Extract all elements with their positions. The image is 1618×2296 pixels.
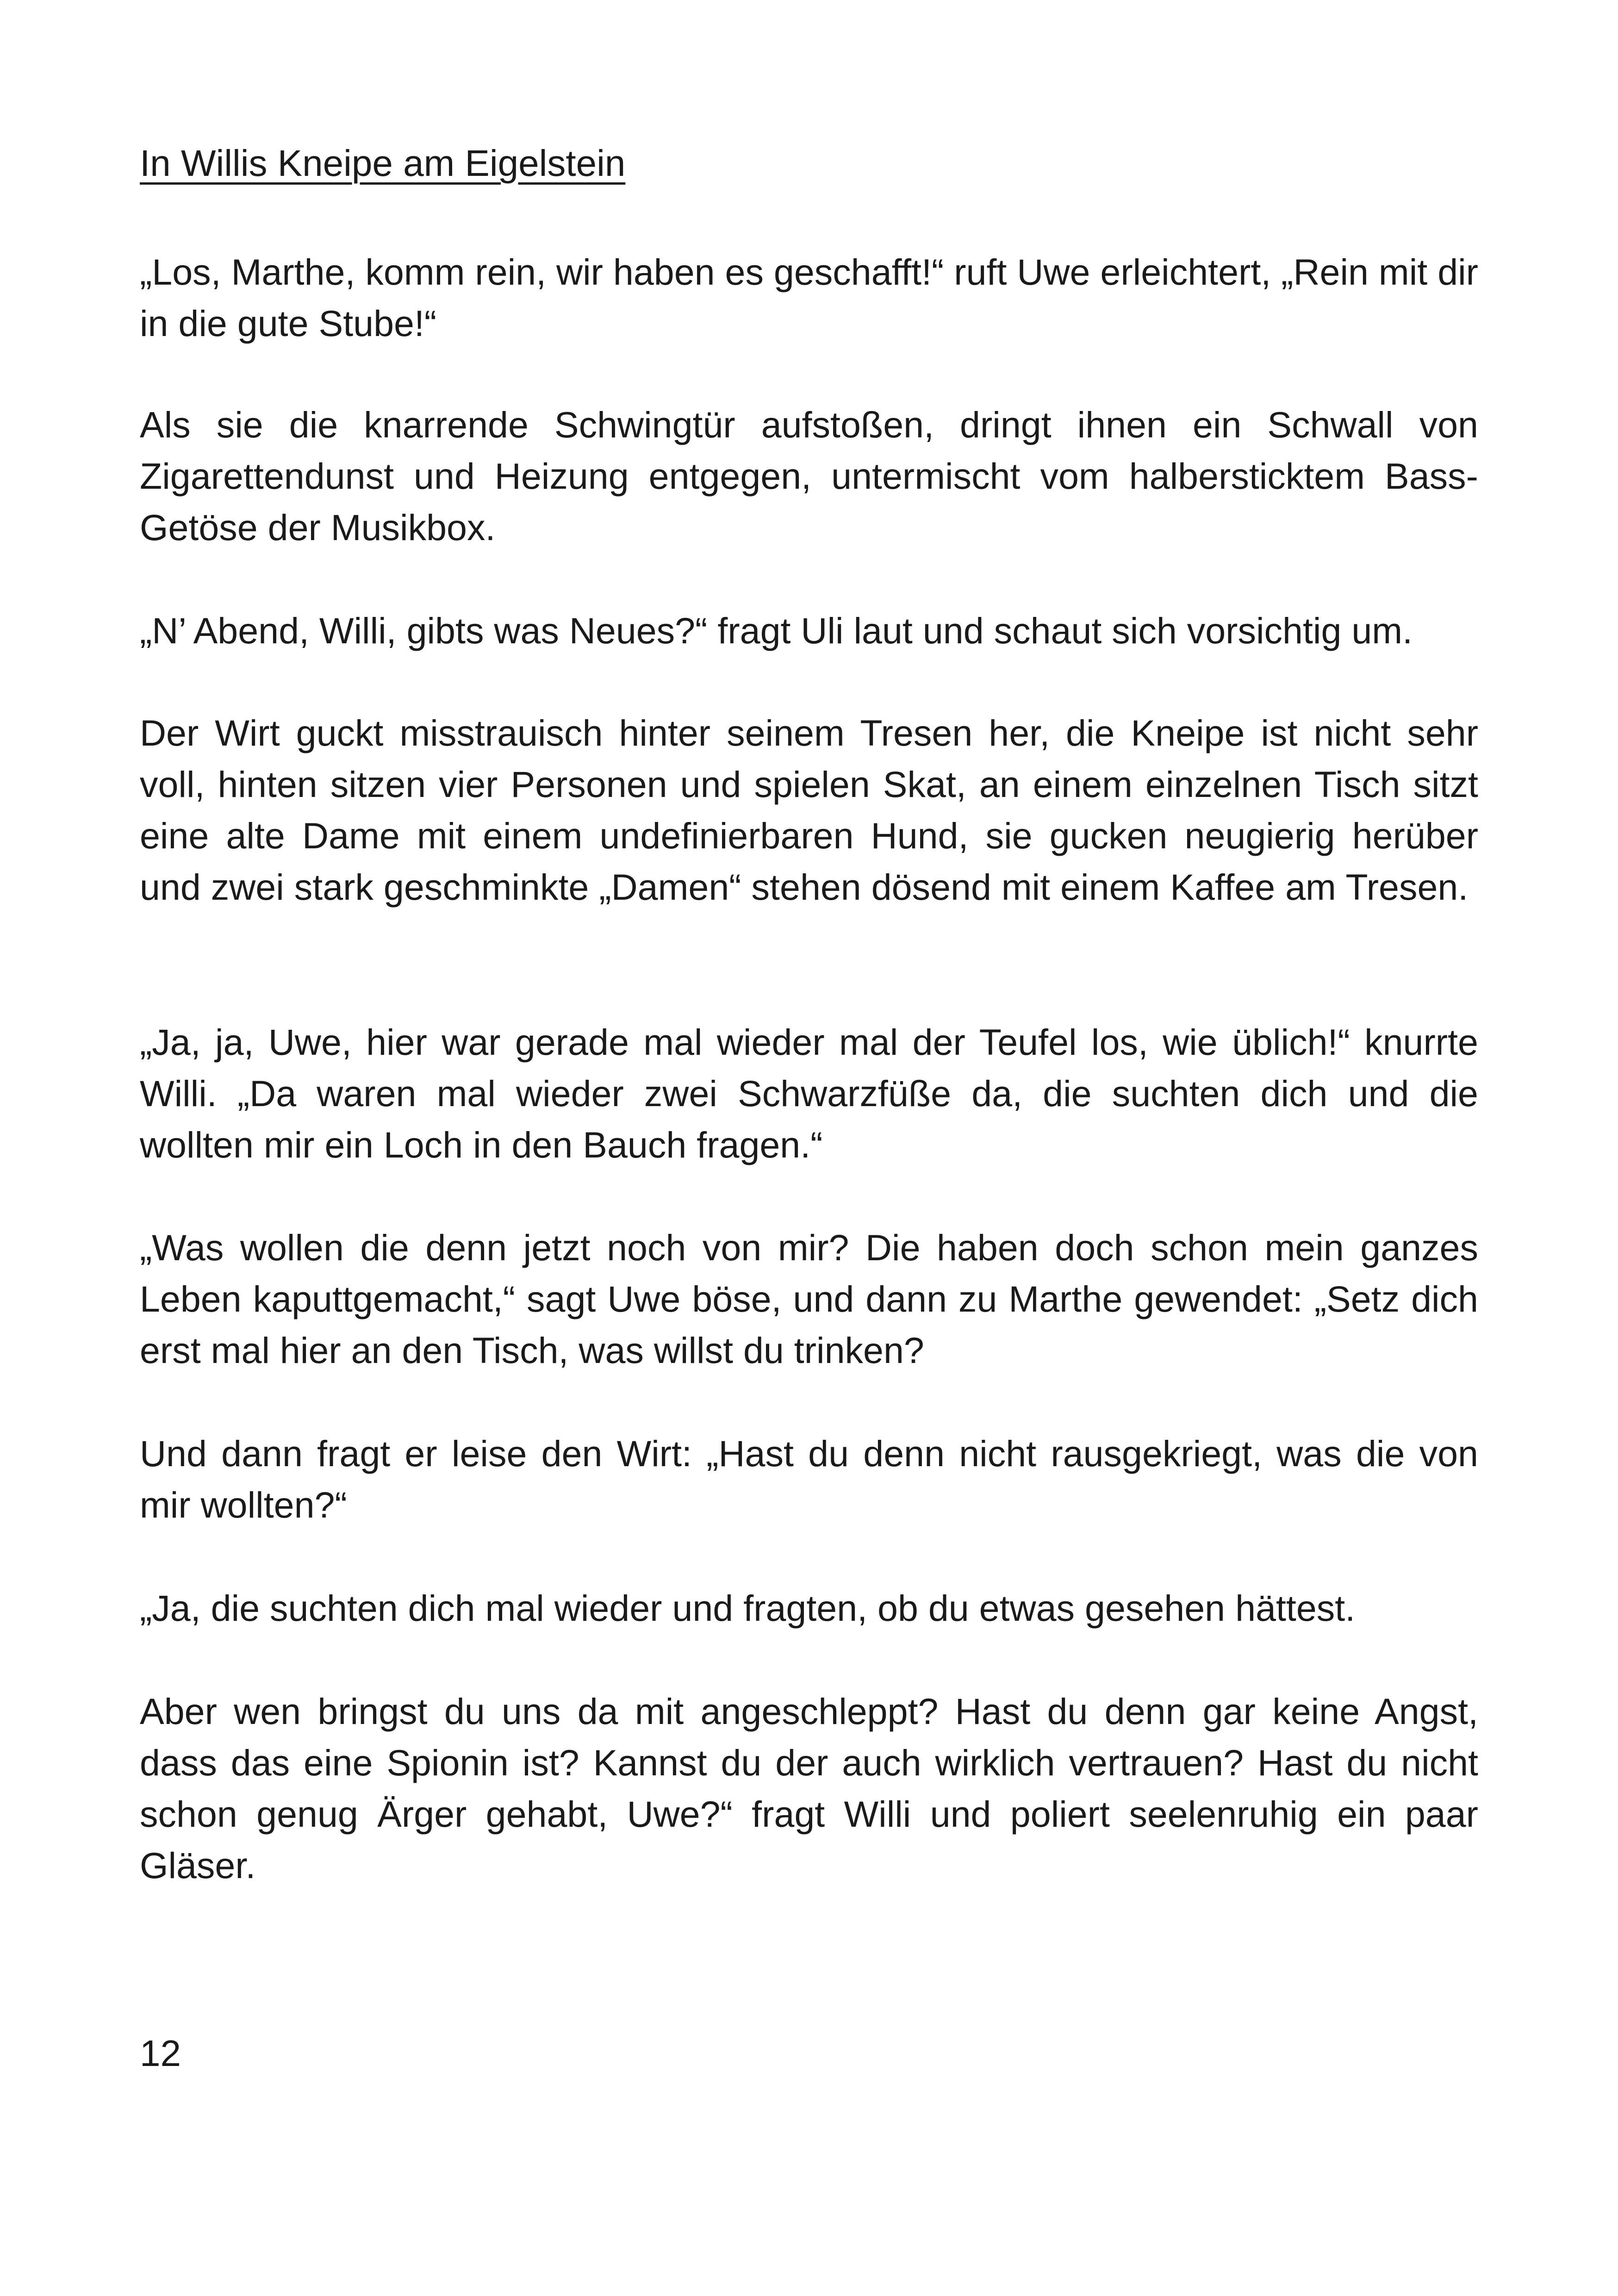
paragraph-2: Als sie die knarrende Schwingtür aufstoßen, dringt ihnen ein Schwall von Zigarettendunst und Heizung entgegen, untermischt vom halbersticktem Bass-Getöse der Musikbox. [140, 404, 1478, 548]
paragraph-7: Und dann fragt er leise den Wirt: „Hast du denn nicht rausgekriegt, was die von mir wollten?“ [140, 1433, 1478, 1525]
paragraph-4: Der Wirt guckt misstrauisch hinter seinem Tresen her, die Kneipe ist nicht sehr voll, hinten sitzen vier Personen und spielen Skat, an einem einzelnen Tisch sitzt eine alte Dame mit einem undefinierbaren Hund, sie gucken neugierig herüber und zwei stark geschminkte „Damen“ stehen dösend mit einem Kaffee am Tresen. [140, 712, 1478, 908]
paragraph-8: „Ja, die suchten dich mal wieder und fragten, ob du etwas gesehen hättest. [140, 1587, 1356, 1629]
document-page [140, 0, 1478, 2296]
paragraph-6: „Was wollen die denn jetzt noch von mir? Die haben doch schon mein ganzes Leben kaputtgemacht,“ sagt Uwe böse, und dann zu Marthe gewendet: „Setz dich erst mal hier an den Tisch, was willst du trinken? [140, 1227, 1478, 1371]
paragraph-3: „N’ Abend, Willi, gibts was Neues?“ fragt Uli laut und schaut sich vorsichtig um. [140, 610, 1413, 651]
paragraph-9: Aber wen bringst du uns da mit angeschleppt? Hast du denn gar keine Angst, dass das eine Spionin ist? Kannst du der auch wirklich vertrauen? Hast du nicht schon genug Ärger gehabt, Uwe?“ fragt Willi und poliert seelenruhig ein paar Gläser. [140, 1691, 1478, 1886]
paragraph-1: „Los, Marthe, komm rein, wir haben es geschafft!“ ruft Uwe erleichtert, „Rein mit dir in die gute Stube!“ [140, 251, 1478, 344]
chapter-title: In Willis Kneipe am Eigelstein [140, 143, 626, 184]
page-number: 12 [140, 2033, 181, 2074]
paragraph-5: „Ja, ja, Uwe, hier war gerade mal wieder mal der Teufel los, wie üblich!“ knurrte Willi. „Da waren mal wieder zwei Schwarzfüße da, die suchten dich und die wollten mir ein Loch in den Bauch fragen.“ [140, 1021, 1478, 1165]
